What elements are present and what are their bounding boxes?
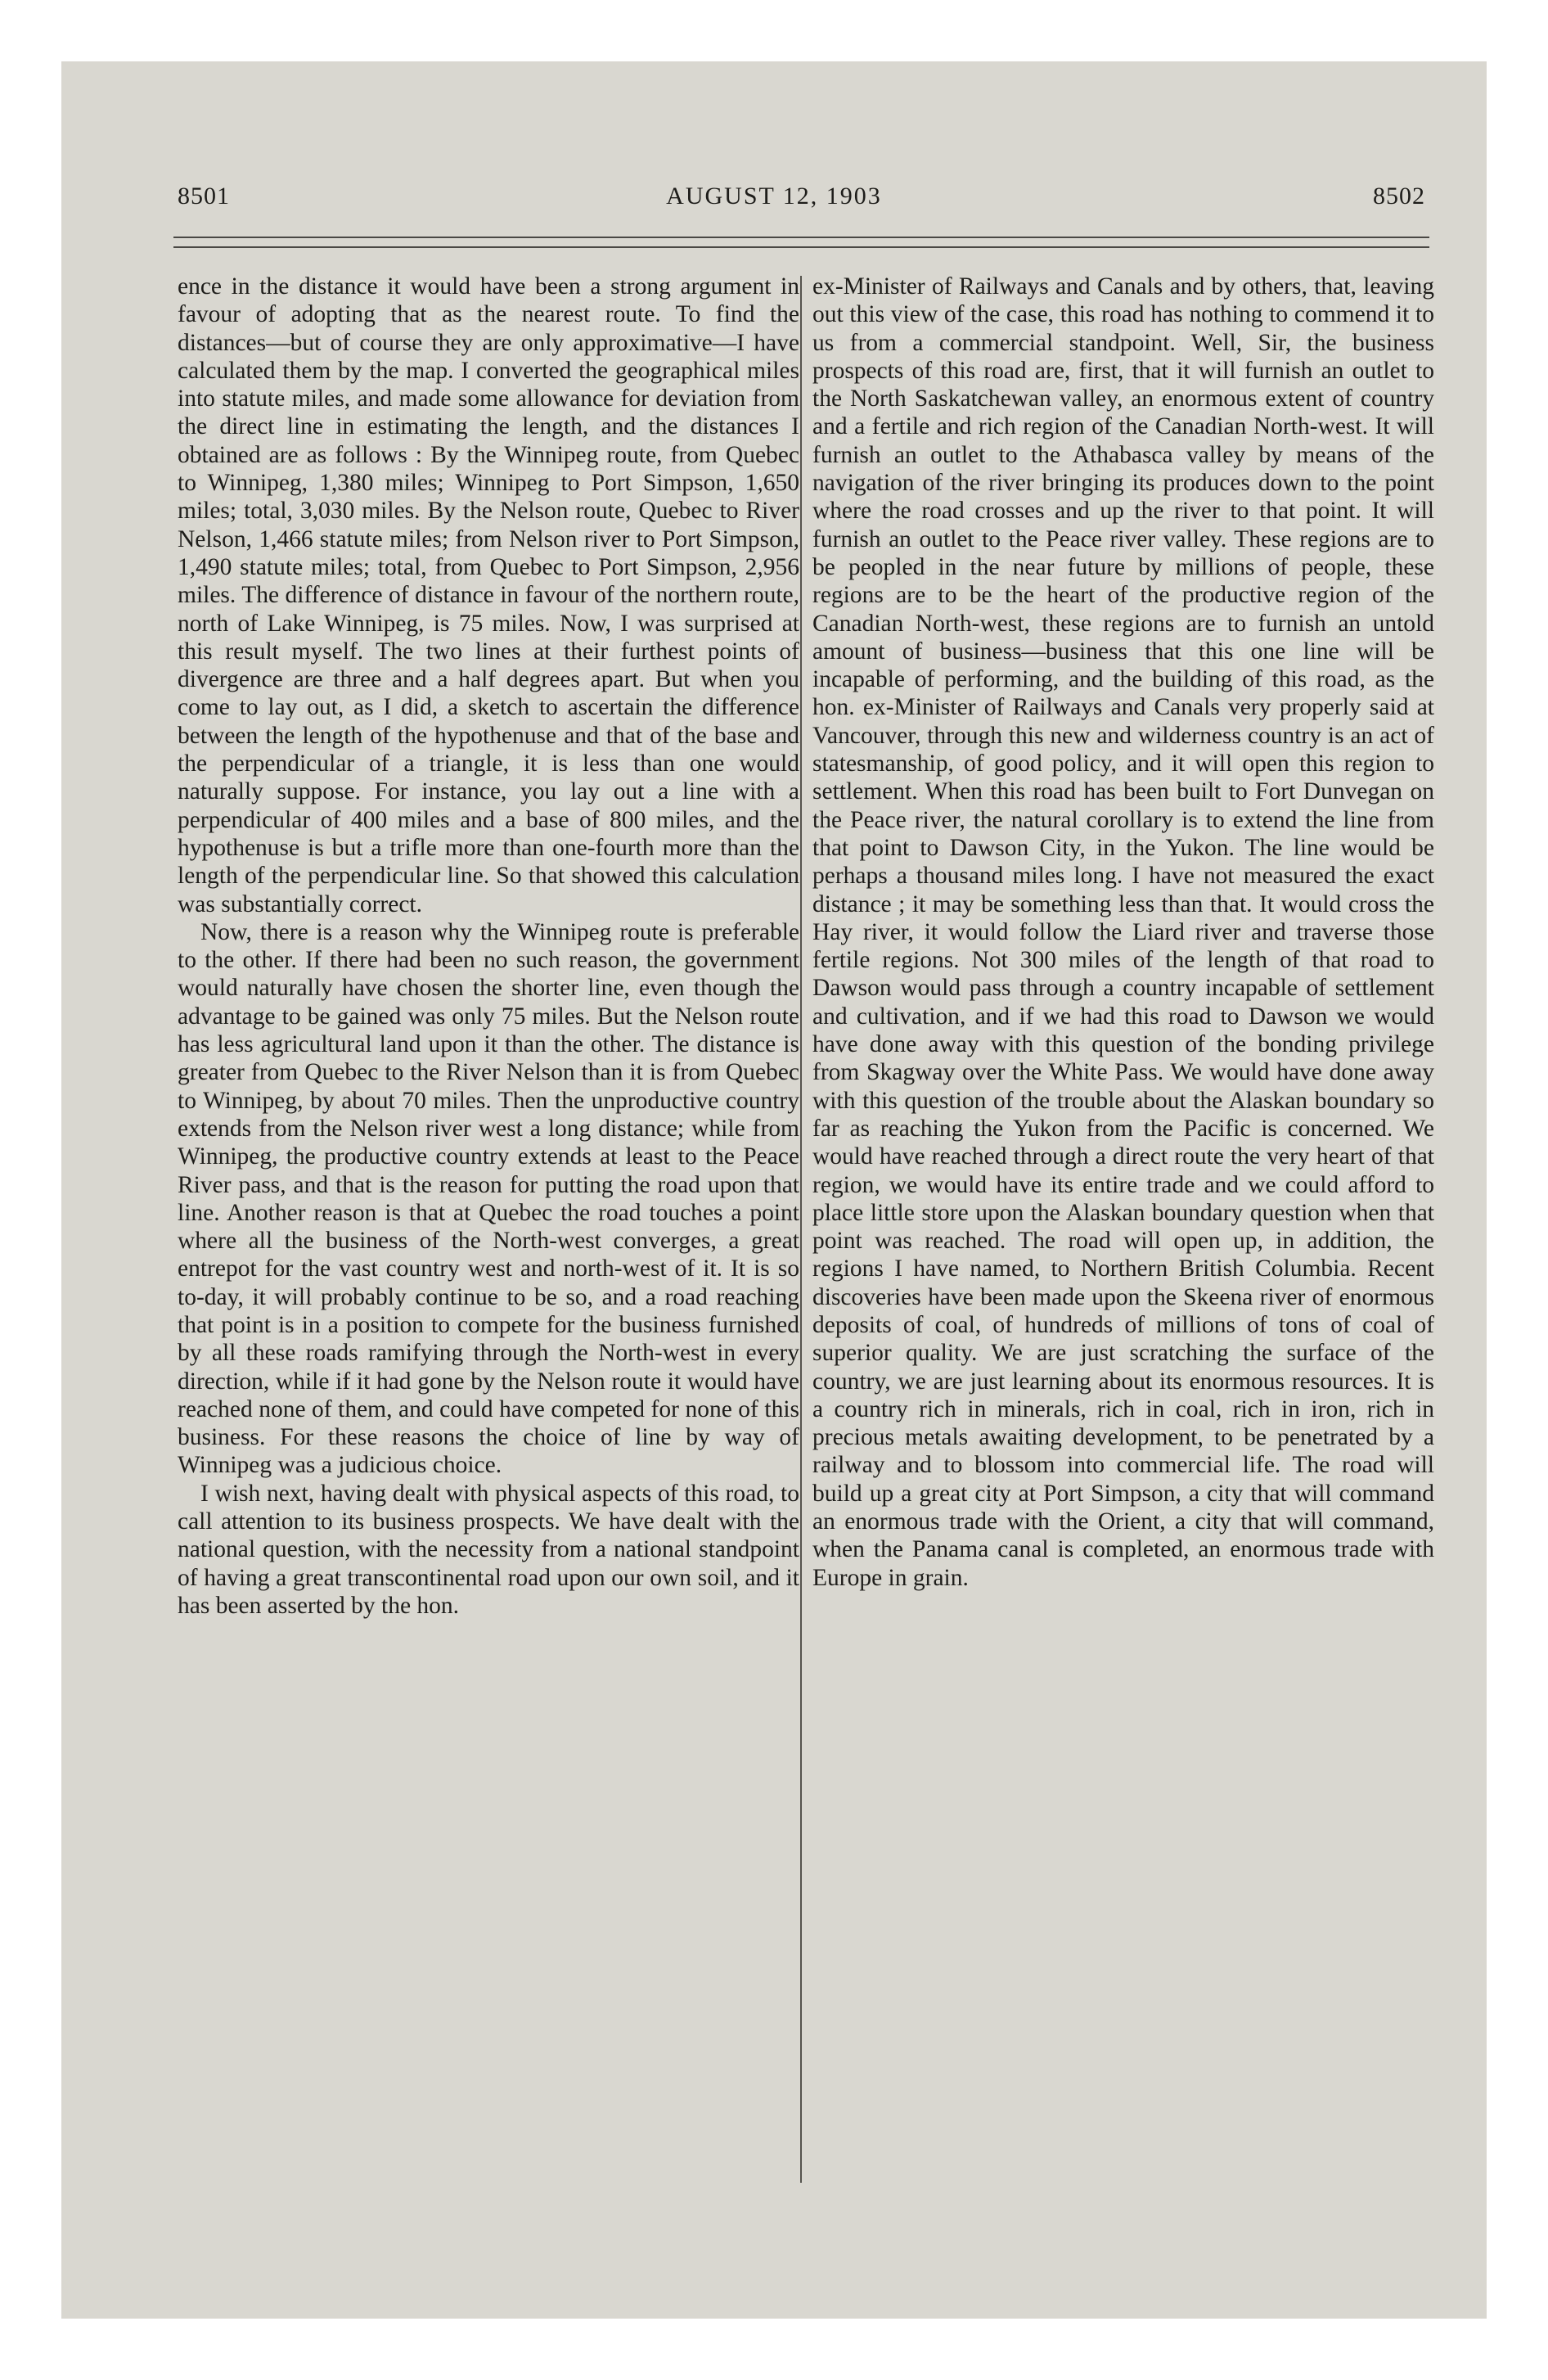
page-header [61,183,1487,215]
header-rule-top [173,237,1429,238]
right-page-number: 8502 [1373,183,1425,210]
hansard-page [61,61,1487,2319]
left-paragraph-3: I wish next, having dealt with physical aspects of this road, to call attention to its business prospects. We have dealt with the national question, with the necessity from a national standpoint of having a great transcontinental road upon our own soil, and it has been asserted by the hon. [178,1480,799,1619]
left-page-number: 8501 [178,183,230,210]
left-paragraph-2: Now, there is a reason why the Winnipeg route is preferable to the other. If there had been no such reason, the government would naturally have chosen the shorter line, even though the advantage to be gained was only 75 miles. But the Nelson route has less agricultural land upon it than the other. The distance is greater from Quebec to the River Nelson than it is from Quebec to Winnipeg, by about 70 miles. Then the unproductive country extends from the Nelson river west a long distance; while from Winnipeg, the productive country extends at least to the Peace River pass, and that is the reason for putting the road upon that line. Another reason is that at Quebec the road touches a point where all the business of the North-west converges, a great entrepot for the vast country west and north-west of it. It is so to-day, it will probably continue to be so, and a road reaching that point is in a position to compete for the business furnished by all these roads ramifying through the North-west in every direction, while if it had gone by the Nelson route it would have reached none of them, and could have competed for none of this business. For these reasons the choice of line by way of Winnipeg was a judicious choice. [178,918,799,1479]
column-divider [800,276,802,2183]
right-paragraph-1: ex-Minister of Railways and Canals and by others, that, leaving out this view of the case, this road has nothing to commend it to us from a commercial standpoint. Well, Sir, the business prospects of this road are, first, that it will furnish an outlet to the North Saskatchewan valley, an enormous extent of country and a fertile and rich region of the Canadian North-west. It will furnish an outlet to the Athabasca valley by means of the navigation of the river bringing its produces down to the point where the road crosses and up the river to that point. It will furnish an outlet to the Peace river valley. These regions are to be peopled in the near future by millions of people, these regions are to be the heart of the productive region of the Canadian North-west, these regions are to furnish an untold amount of business—business that this one line will be incapable of performing, and the building of this road, as the hon. ex-Minister of Railways and Canals very properly said at Vancouver, through this new and wilderness country is an act of statesmanship, of good policy, and it will open this region to settlement. When this road has been built to Fort Dunvegan on the Peace river, the natural corollary is to extend the line from that point to Dawson City, in the Yukon. The line would be perhaps a thousand miles long. I have not measured the exact distance ; it may be something less than that. It would cross the Hay river, it would follow the Liard river and traverse those fertile regions. Not 300 miles of the length of that road to Dawson would pass through a country incapable of settlement and cultivation, and if we had this road to Dawson we would have done away with this question of the bonding privilege from Skagway over the White Pass. We would have done away with this question of the trouble about the Alaskan boundary so far as reaching the Yukon from the Pacific is concerned. We would have reached through a direct route the very heart of that region, we would have its entire trade and we could afford to place little store upon the Alaskan boundary question when that point was reached. The road will open up, in addition, the regions I have named, to Northern British Columbia. Recent discoveries have been made upon the Skeena river of enormous deposits of coal, of hundreds of millions of tons of coal of superior quality. We are just scratching the surface of the country, we are just learning about its enormous resources. It is a country rich in minerals, rich in coal, rich in iron, rich in precious metals awaiting development, to be penetrated by a railway and to blossom into commercial life. The road will build up a great city at Port Simpson, a city that will command an enormous trade with the Orient, a city that will command, when the Panama canal is completed, an enormous trade with Europe in grain. [812,273,1434,1591]
page-date-title: AUGUST 12, 1903 [666,183,882,210]
left-paragraph-1: ence in the distance it would have been a strong argument in favour of adopting that as the nearest route. To find the distances—but of course they are only approximative—I have calculated them by the map. I converted the geographical miles into statute miles, and made some allowance for deviation from the direct line in estimating the length, and the distances I obtained are as follows : By the Winnipeg route, from Quebec to Winnipeg, 1,380 miles; Winnipeg to Port Simpson, 1,650 miles; total, 3,030 miles. By the Nelson route, Quebec to River Nelson, 1,466 statute miles; from Nelson river to Port Simpson, 1,490 statute miles; total, from Quebec to Port Simpson, 2,956 miles. The difference of distance in favour of the northern route, north of Lake Winnipeg, is 75 miles. Now, I was surprised at this result myself. The two lines at their furthest points of divergence are three and a half degrees apart. But when you come to lay out, as I did, a sketch to ascertain the difference between the length of the hypothenuse and that of the base and the perpendicular of a triangle, it is less than one would naturally suppose. For instance, you lay out a line with a perpendicular of 400 miles and a base of 800 miles, and the hypothenuse is but a trifle more than one-fourth more than the length of the perpendicular line. So that showed this calculation was substantially correct. [178,273,799,917]
right-column [812,273,1434,1592]
left-column [178,273,799,1620]
header-rule-bottom [173,246,1429,248]
